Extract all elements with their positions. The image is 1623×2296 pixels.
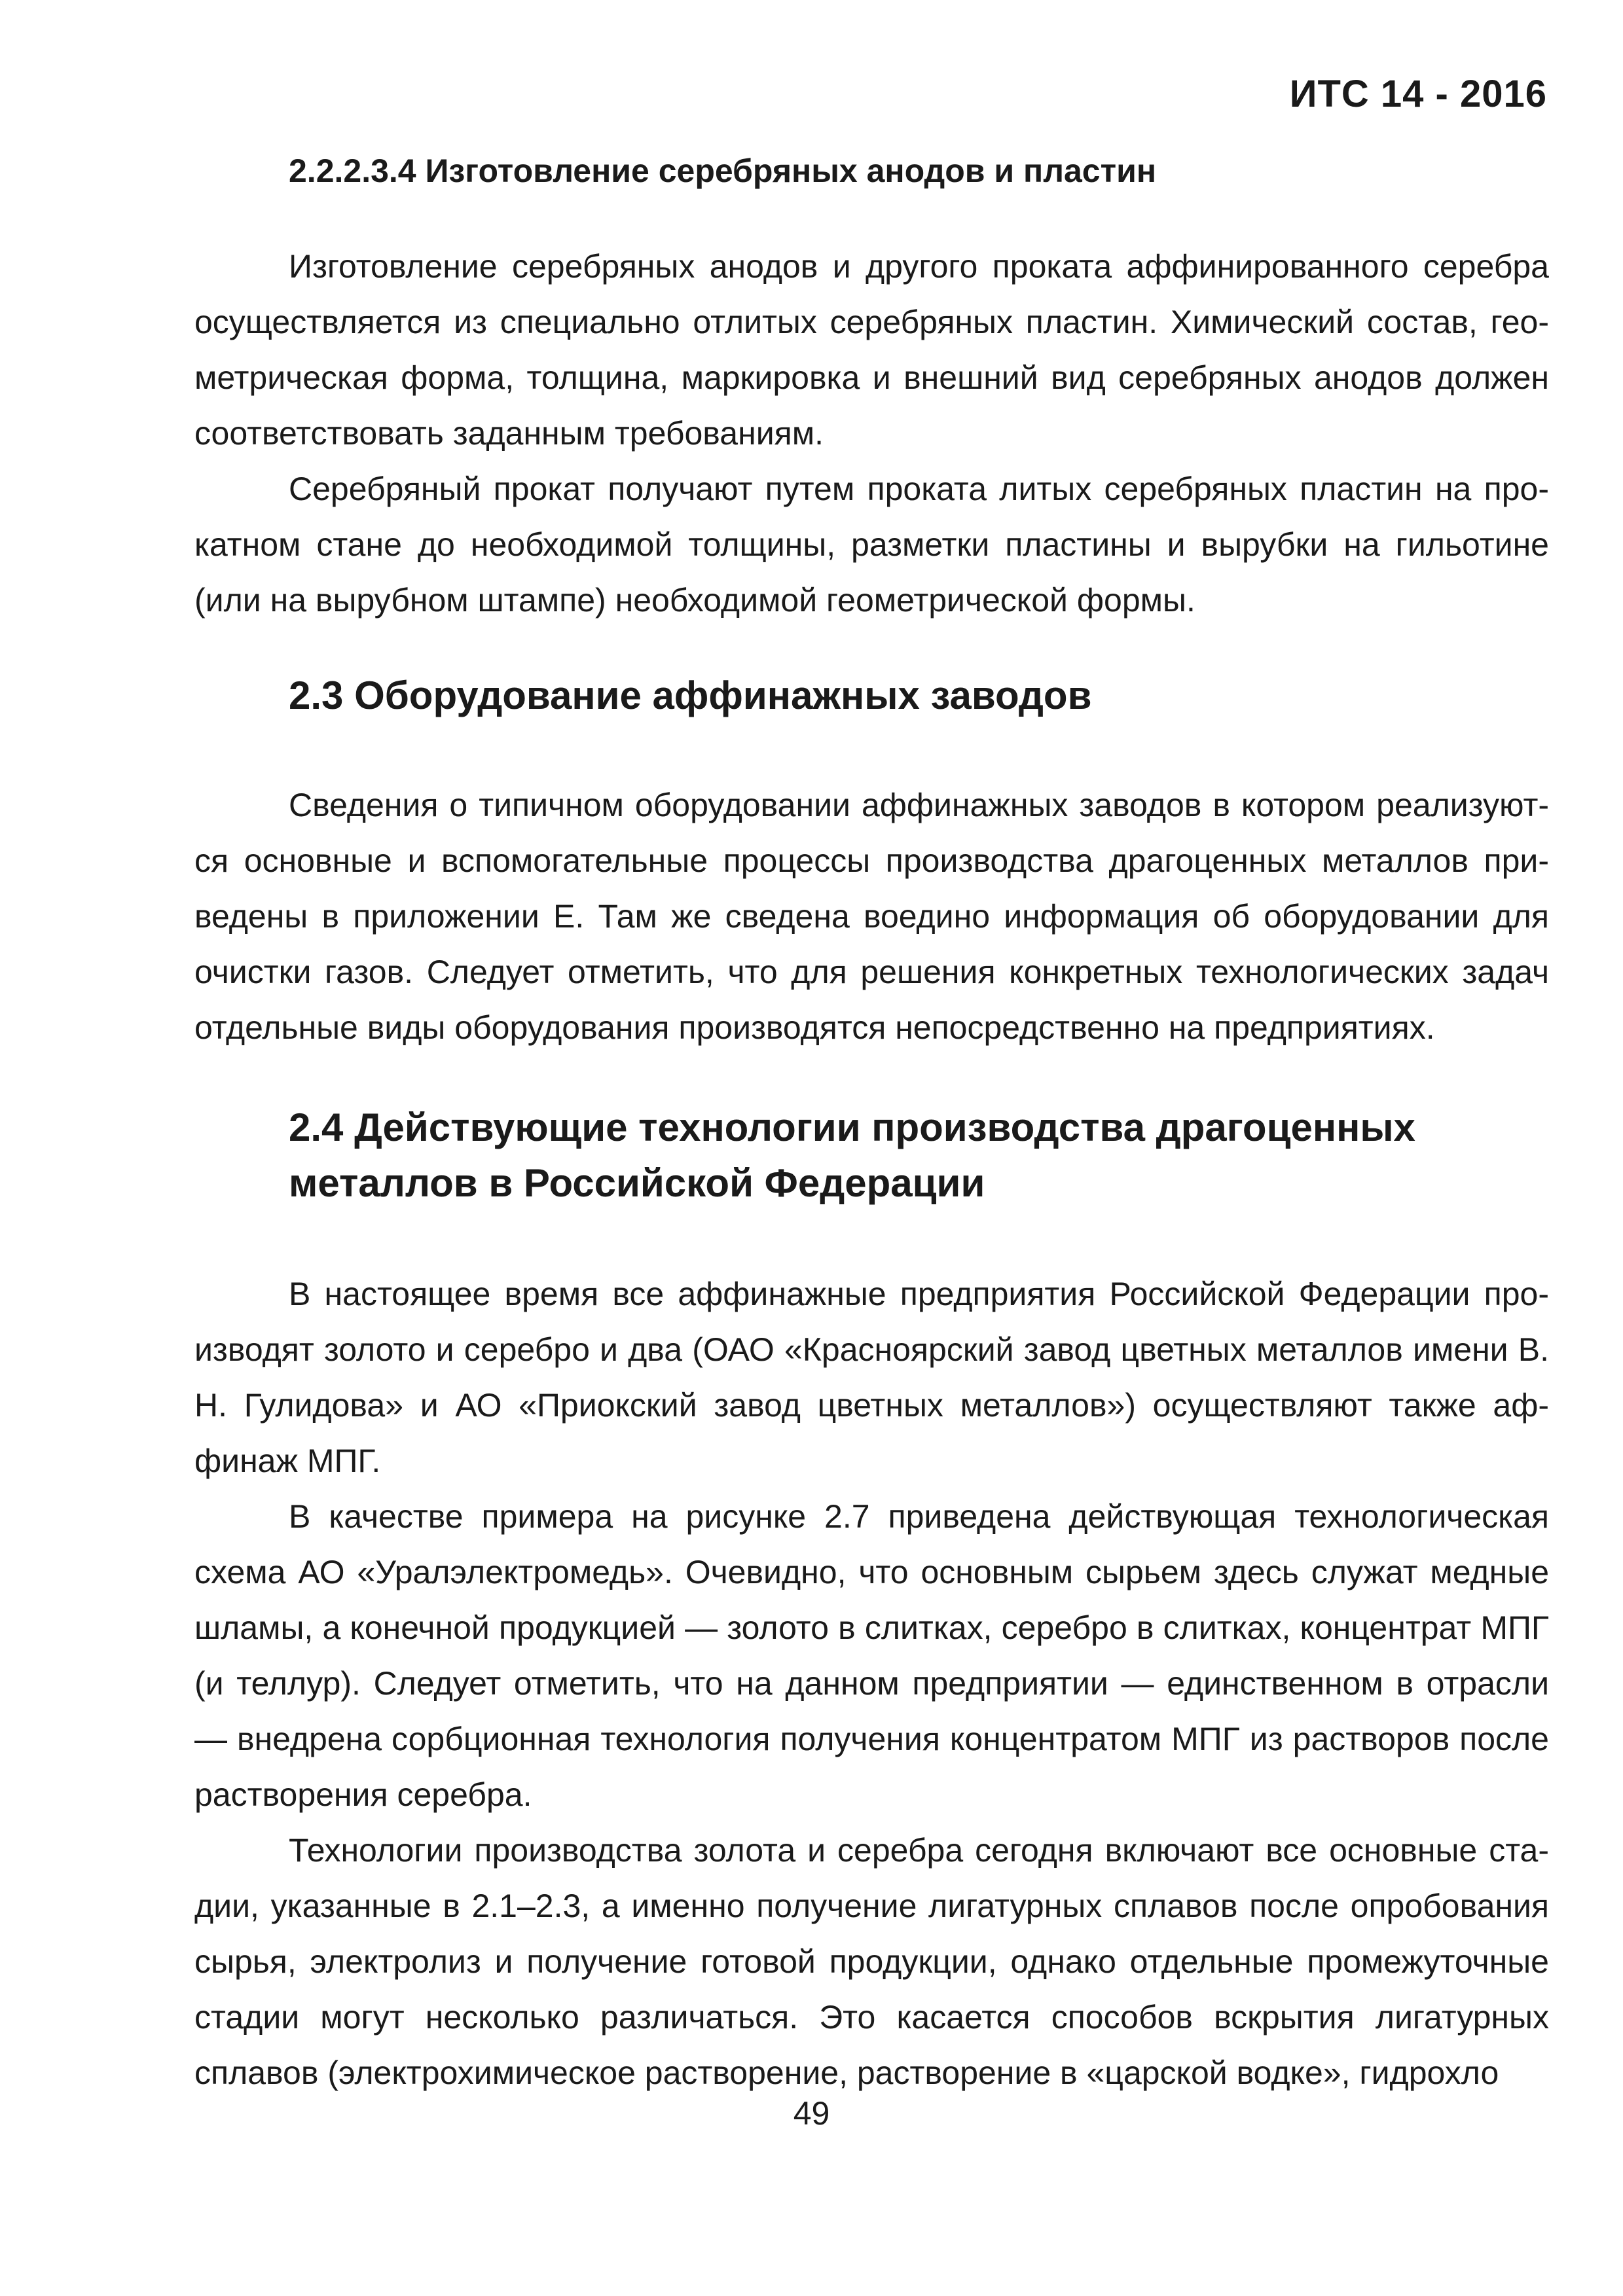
section-2-3-body (194, 778, 1549, 1056)
subsection-title: 2.2.2.3.4 Изготовление серебряных анодов и пластин (289, 152, 1157, 189)
subsection-body (194, 239, 1549, 628)
paragraph: Изготовление серебряных анодов и другого проката аффинированного серебра осуществляется из специально отлитых серебряных пластин. Химический состав, геометрическая форма, толщина, маркировка и внешний вид серебряных анодов должен соответствовать заданным требованиям. (194, 248, 1549, 452)
section-title-line-1: 2.4 Действующие технологии производства драгоценных (289, 1105, 1415, 1149)
paragraph: В настоящее время все аффинажные предприятия Российской Федерации производят золото и серебро и два (ОАО «Красноярский завод цветных металлов имени В. Н. Гулидова» и АО «Приокский завод цветных металлов») осуществляют также аффинаж МПГ. (194, 1276, 1549, 1479)
section-title-line-2: металлов в Российской Федерации (289, 1161, 985, 1205)
paragraph: В качестве примера на рисунке 2.7 приведена действующая технологическая схема АО «Уралэлектромедь». Очевидно, что основным сырьем здесь служат медные шламы, а конечной продукцией — золото в слитках, серебро в слитках, концентрат МПГ (и теллур). Следует отметить, что на данном предприятии — единственном в отрасли — внедрена сорбционная технология получения концентратом МПГ из растворов после растворения серебра. (194, 1498, 1549, 1813)
paragraph: Сведения о типичном оборудовании аффинажных заводов в котором реализуются основные и вспомогательные процессы производства драгоценных металлов приведены в приложении Е. Там же сведена воедино информация об оборудовании для очистки газов. Следует отметить, что для решения конкретных технологических задач отдельные виды оборудования производятся непосредственно на предприятиях. (194, 787, 1549, 1046)
section-2-3 (194, 668, 1549, 723)
section-title: 2.3 Оборудование аффинажных заводов (289, 673, 1092, 717)
section-2-4 (194, 1100, 1549, 1211)
page-number: 49 (793, 2095, 830, 2132)
paragraph: Серебряный прокат получают путем проката литых серебряных пластин на прокатном стане до необходимой толщины, разметки пластины и вырубки на гильотине (или на вырубном штампе) необходимой геометрической формы. (194, 471, 1549, 619)
section-2-4-body (194, 1266, 1549, 2101)
document-code-header: ИТС 14 - 2016 (1289, 73, 1547, 115)
paragraph: Технологии производства золота и серебра сегодня включают все основные стадии, указанные в 2.1–2.3, а именно получение лигатурных сплавов после опробования сырья, электролиз и получение готовой продукции, однако отдельные промежуточные стадии могут несколько различаться. Это касается способов вскрытия лигатурных сплавов (электрохимическое растворение, растворение в «царской водке», гидрохло (194, 1832, 1549, 2091)
